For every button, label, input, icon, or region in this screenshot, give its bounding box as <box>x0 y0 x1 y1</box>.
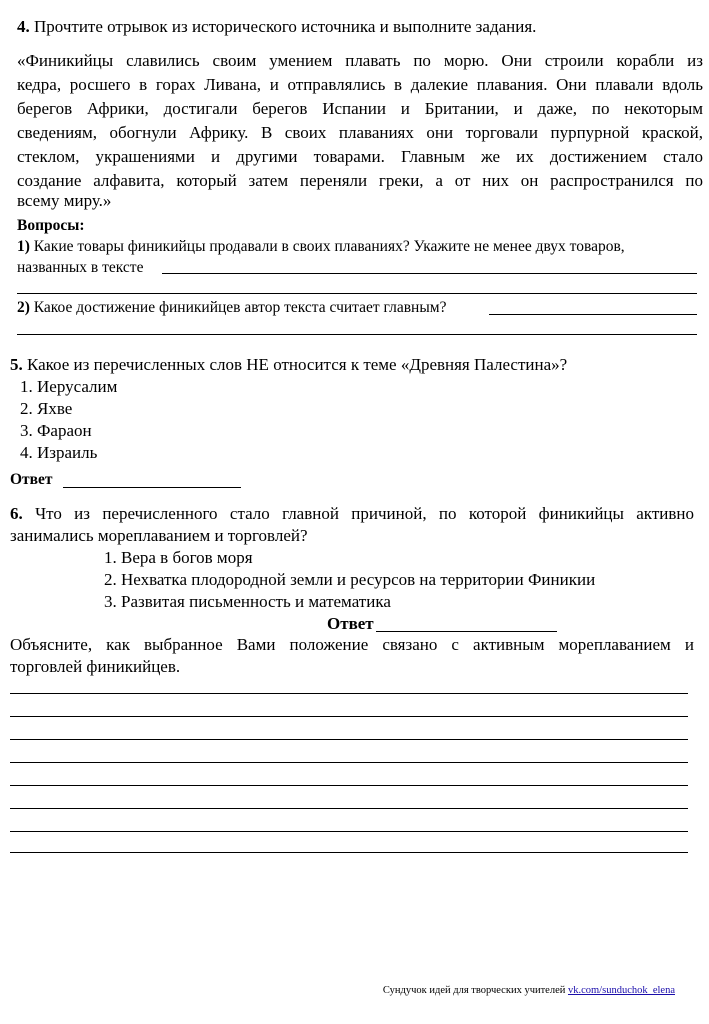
questions-heading: Вопросы: <box>17 217 85 234</box>
task4-instruction: Прочтите отрывок из исторического источника и выполните задания. <box>34 17 537 36</box>
passage-line: «Финикийцы славились своим умением плавать по морю. Они строили корабли из <box>17 51 703 70</box>
task6-option: 2. Нехватка плодородной земли и ресурсов на территории Финикии <box>104 570 596 589</box>
writing-line[interactable] <box>10 852 688 853</box>
task6-question-cont: занимались мореплаванием и торговлей? <box>10 526 308 545</box>
task5-question: 5. Какое из перечисленных слов НЕ относится к теме «Древняя Палестина»? <box>10 355 568 374</box>
task6-explain-cont: торговлей финикийцев. <box>10 657 181 676</box>
answer-line-q2[interactable] <box>17 334 697 335</box>
writing-line[interactable] <box>10 831 688 832</box>
task5-option: 3. Фараон <box>20 421 92 440</box>
footer <box>383 985 675 996</box>
writing-line[interactable] <box>10 785 688 786</box>
task6-answer-label: Ответ <box>327 614 374 633</box>
footer-link[interactable]: vk.com/sunduchok_elena <box>567 985 675 996</box>
task5-answer-label: Ответ <box>10 471 53 488</box>
question-1-cont: названных в тексте <box>17 259 144 276</box>
writing-line[interactable] <box>10 693 688 694</box>
question-1: 1) Какие товары финикийцы продавали в своих плаваниях? Укажите не менее двух товаров, <box>17 238 625 255</box>
task5-option: 4. Израиль <box>20 443 98 462</box>
task4-number: 4. <box>17 17 30 36</box>
footer-text: Сундучок идей для творческих учителей <box>382 985 566 996</box>
passage-line: берегов Африки, достигали берегов Испании и Британии, и даже, по некоторым <box>17 99 703 118</box>
writing-line[interactable] <box>10 762 688 763</box>
task4-header <box>17 17 536 37</box>
answer-line-q1[interactable] <box>17 293 697 294</box>
task6-explain: Объясните, как выбранное Вами положение связано с активным мореплаванием и <box>10 635 694 654</box>
task6-question: 6. Что из перечисленного стало главной причиной, по которой финикийцы активно <box>10 504 694 523</box>
writing-line[interactable] <box>10 739 688 740</box>
task6-option: 1. Вера в богов моря <box>104 548 253 567</box>
answer-line-q2[interactable] <box>489 314 697 315</box>
passage-line: кедра, росшего в горах Ливана, и отправлялись в далекие плавания. Они плавали вдоль <box>17 75 703 94</box>
passage-line: сведениям, обогнули Африку. В своих плаваниях они торговали пурпурной краской, <box>17 123 703 142</box>
passage-line: создание алфавита, который затем переняли греки, а от них он распространился по <box>17 171 703 190</box>
passage-line: стеклом, украшениями и другими товарами. Главным же их достижением стало <box>17 147 703 166</box>
answer-line-q1[interactable] <box>162 273 697 274</box>
task6-answer-line[interactable] <box>376 631 557 632</box>
task5-answer-line[interactable] <box>63 487 241 488</box>
task5-option: 2. Яхве <box>20 399 73 418</box>
task5-option: 1. Иерусалим <box>20 377 118 396</box>
passage-line: всему миру.» <box>17 191 112 210</box>
writing-line[interactable] <box>10 716 688 717</box>
question-2: 2) Какое достижение финикийцев автор текста считает главным? <box>17 299 447 316</box>
writing-line[interactable] <box>10 808 688 809</box>
task6-option: 3. Развитая письменность и математика <box>104 592 391 611</box>
